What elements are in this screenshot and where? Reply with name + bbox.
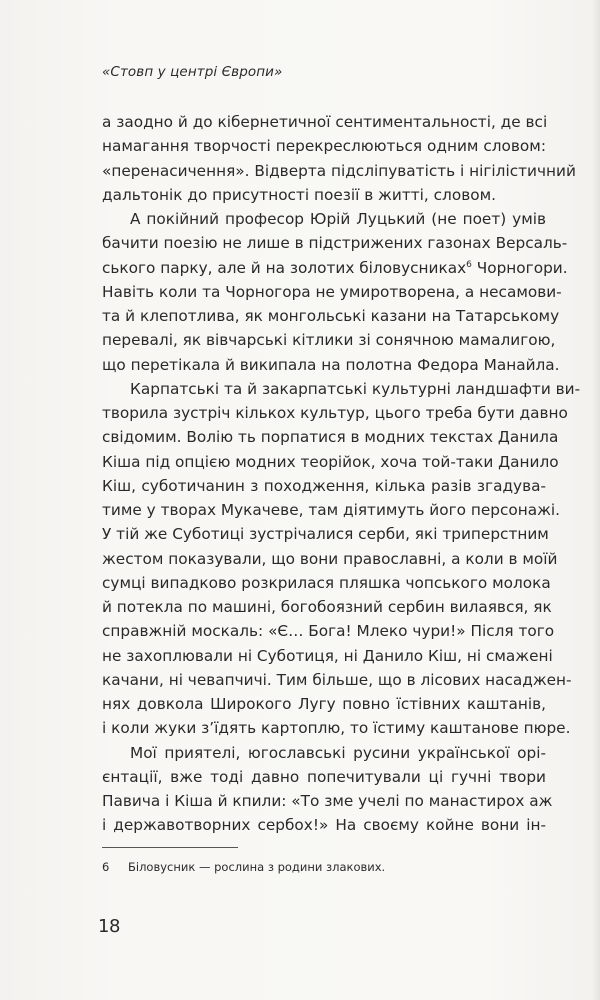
text-line: Павича і Кіша й кпили: «То зме учелі по манастирох аж bbox=[102, 792, 553, 810]
footnote-divider bbox=[102, 847, 238, 848]
text-line: та й клепотлива, як монгольські казани на Татарському bbox=[102, 307, 560, 325]
text-line: сумці випадково розкрилася пляшка чопського молока bbox=[102, 573, 551, 592]
text-line: свідомим. Волію ть порпатися в модних текстах Данила bbox=[102, 428, 559, 447]
text-line: Навіть коли та Чорногора не умиротворена, а несамови- bbox=[102, 282, 562, 301]
text-line: тиме у творах Мукачеве, там діятимуть його персонажі. bbox=[102, 501, 560, 519]
text-line: У тій же Суботиці зустрічалися серби, які триперстним bbox=[102, 525, 549, 544]
text-line: і коли жуки з’їдять картоплю, то їстиму каштанове пюре. bbox=[102, 719, 571, 738]
text-line: намагання творчості перекреслюються одним словом: bbox=[102, 137, 546, 156]
text-fragment: ського парку, але й на золотих біловусниках bbox=[102, 258, 467, 277]
text-line: не захоплювали ні Суботиця, ні Данило Кіш, ні смажені bbox=[102, 646, 553, 665]
text-line: «перенасичення». Відверта підсліпуватість і нігілістичний bbox=[102, 161, 576, 180]
text-line: качани, ні чевапчичі. Тим більше, що в лісових насаджен- bbox=[102, 670, 572, 689]
footnote bbox=[102, 860, 385, 874]
running-head: «Стовп у центрі Європи» bbox=[102, 64, 283, 80]
body-text bbox=[102, 110, 581, 838]
text-line: Кіш, суботичанин з походження, кілька разів згадува- bbox=[102, 476, 546, 495]
text-fragment: Чорногори. bbox=[471, 258, 568, 277]
text-line: дальтонік до присутності поезії в житті, словом. bbox=[102, 185, 496, 204]
text-line: творила зустріч кількох культур, цього треба бути давно bbox=[102, 404, 568, 422]
text-line: Мої приятелі, югославські русини української орі- bbox=[130, 743, 546, 762]
text-line: перевалі, як вівчарські кітлики зі сонячною мамалигою, bbox=[102, 331, 556, 350]
footnote-reference[interactable]: 6 bbox=[466, 259, 472, 270]
text-line: і державотворних сербох!» На своєму койне вони ін- bbox=[102, 816, 546, 835]
text-line: бачити поезію не лише в підстрижених газонах Версаль- bbox=[102, 234, 568, 253]
footnote-number: 6 bbox=[102, 860, 110, 874]
text-line: А покійний професор Юрій Луцький (не поет) умів bbox=[130, 210, 546, 228]
page-number: 18 bbox=[98, 916, 120, 937]
text-line: нях довкола Широкого Лугу повно їстівних каштанів, bbox=[102, 695, 546, 713]
text-line-with-footnote bbox=[102, 256, 568, 280]
text-line: Кіша під опцією модних теорійок, хоча той-таки Данило bbox=[102, 452, 559, 471]
text-line: а заодно й до кібернетичної сентиментальності, де всі bbox=[102, 113, 548, 131]
text-line: справжній москаль: «Є… Бога! Млеко чури!» Після того bbox=[102, 622, 555, 641]
text-line: що перетікала й википала на полотна Федора Манайла. bbox=[102, 355, 560, 374]
footnote-text: Біловусник — рослина з родини злакових. bbox=[128, 860, 386, 874]
text-line: єнтації, вже тоді давно попечитували ці гучні твори bbox=[102, 767, 546, 786]
text-line: жестом показували, що вони православні, а коли в моїй bbox=[102, 549, 558, 568]
text-line: Карпатські та й закарпатські культурні ландшафти ви- bbox=[130, 379, 581, 398]
page-edge-shadow bbox=[592, 0, 600, 1000]
text-line: й потекла по машині, богобоязний сербин вилаявся, як bbox=[102, 598, 552, 616]
